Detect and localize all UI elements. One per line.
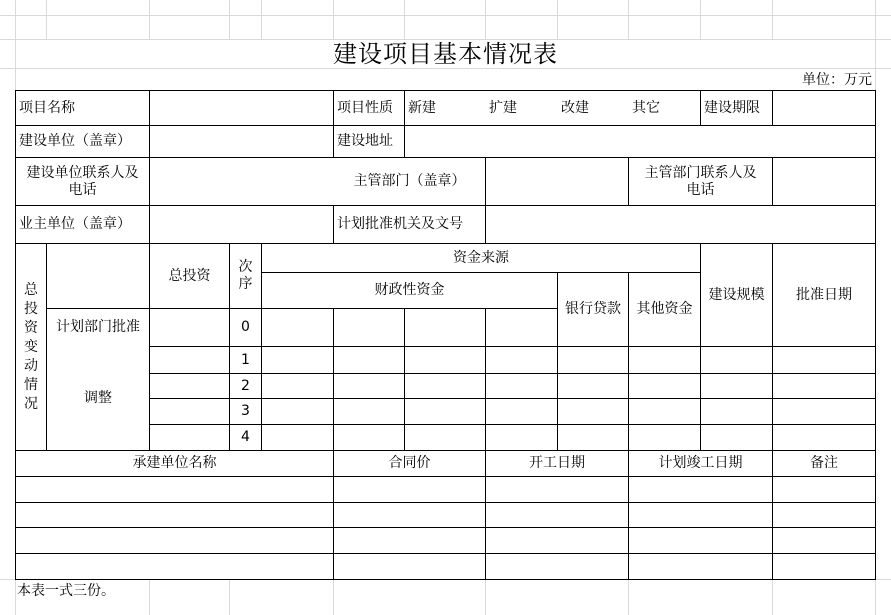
side-char: 动 [24, 357, 38, 374]
builder-contact-cell[interactable] [150, 158, 333, 205]
builder-label: 建设单位（盖章） [19, 133, 131, 149]
seq-4: 4 [241, 429, 250, 445]
dept-contact-label [629, 158, 772, 205]
sheet-title: 建设项目基本情况表 [333, 39, 558, 68]
approval-date-header: 批准日期 [796, 286, 852, 303]
side-char: 情 [24, 376, 38, 393]
approval-org-cell[interactable] [486, 206, 875, 243]
fund-source-header: 资金来源 [453, 249, 509, 266]
option-new[interactable]: 新建 [408, 99, 436, 116]
option-expand[interactable]: 扩建 [489, 99, 517, 116]
project-name-cell[interactable] [150, 91, 333, 125]
project-name-label: 项目名称 [19, 99, 75, 116]
side-char: 变 [24, 338, 38, 355]
side-char: 投 [24, 300, 38, 317]
unit-label: 单位：万元 [802, 71, 872, 88]
builder-contact-label [16, 158, 149, 205]
supervising-dept-label: 主管部门（盖章） [353, 173, 466, 189]
supervising-dept-cell[interactable] [486, 158, 628, 205]
side-char: 资 [24, 319, 38, 336]
construction-period-cell[interactable] [773, 91, 875, 125]
planned-finish-header: 计划竣工日期 [658, 455, 743, 471]
dept-contact-line2: 电话 [686, 181, 715, 198]
dept-contact-cell[interactable] [773, 158, 875, 205]
seq-char: 次 [238, 259, 253, 275]
project-nature-label: 项目性质 [337, 99, 393, 116]
plan-approval-label: 计划部门批准 [56, 319, 140, 335]
owner-label: 业主单位（盖章） [19, 216, 131, 232]
footer-note: 本表一式三份。 [17, 582, 115, 599]
seq-2: 2 [241, 377, 250, 394]
approval-org-label: 计划批准机关及文号 [337, 216, 463, 232]
investment-change-side-label [16, 244, 46, 450]
contract-price-header: 合同价 [388, 455, 431, 471]
side-char: 总 [24, 281, 38, 298]
construction-period-label: 建设期限 [704, 99, 760, 116]
side-char: 况 [24, 395, 38, 412]
contractor-name-header: 承建单位名称 [132, 455, 217, 471]
sequence-header [230, 244, 261, 308]
owner-cell[interactable] [150, 206, 333, 243]
builder-contact-line1: 建设单位联系人及 [26, 164, 139, 181]
builder-contact-line2: 电话 [68, 181, 97, 198]
seq-3: 3 [241, 403, 250, 419]
construction-scale-header: 建设规模 [708, 286, 765, 303]
seq-0: 0 [241, 319, 250, 335]
bank-loan-header: 银行贷款 [565, 301, 621, 317]
remarks-header: 备注 [810, 455, 838, 471]
other-funds-header: 其他资金 [636, 301, 693, 317]
option-rebuild[interactable]: 改建 [561, 99, 589, 116]
dept-contact-line1: 主管部门联系人及 [644, 164, 757, 181]
total-investment-header: 总投资 [168, 267, 211, 284]
seq-1: 1 [241, 351, 250, 368]
address-label: 建设地址 [337, 133, 393, 149]
start-date-header: 开工日期 [529, 455, 585, 471]
builder-cell[interactable] [150, 126, 333, 157]
adjustment-label: 调整 [84, 390, 112, 406]
address-cell[interactable] [405, 126, 875, 157]
option-other[interactable]: 其它 [632, 99, 660, 116]
seq-char: 序 [238, 276, 253, 292]
fiscal-funds-header: 财政性资金 [374, 282, 445, 298]
